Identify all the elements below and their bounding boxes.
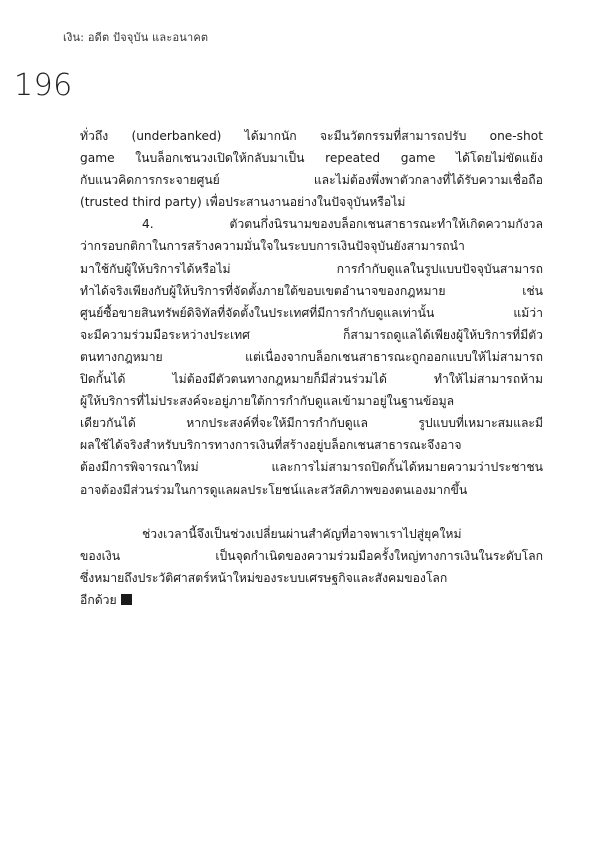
text-line: อาจต้องมีส่วนร่วมในการดูแลผลประโยชน์และสวัสดิภาพของตนเองมากขึ้น: [80, 482, 468, 497]
text-line: ตนทางกฎหมาย แต่เนื่องจากบล็อกเชนสาธารณะถูกออกแบบให้ไม่สามารถ: [80, 349, 543, 364]
text-line-last: [80, 589, 543, 611]
text-line: ของเงิน เป็นจุดกำเนิดของความร่วมมือครั้งใหญ่ทางการเงินในระดับโลก: [80, 548, 543, 563]
body-text: [80, 125, 543, 611]
text-line: มาใช้กับผู้ให้บริการได้หรือไม่ การกำกับดูแลในรูปแบบปัจจุบันสามารถ: [80, 261, 543, 276]
text-line: ผู้ให้บริการที่ไม่ประสงค์จะอยู่ภายใต้การกำกับดูแลเข้ามาอยู่ในฐานข้อมูล: [80, 394, 455, 409]
text-line: ศูนย์ซื้อขายสินทรัพย์ดิจิทัลที่จัดตั้งในประเทศที่มีการกำกับดูแลเท่านั้น แม้ว่า: [80, 305, 543, 320]
text-line: 4. ตัวตนกึ่งนิรนามของบล็อกเชนสาธารณะทำให้เกิดความกังวล: [142, 217, 543, 232]
text-line: ทั่วถึง (underbanked) ได้มากนัก จะมีนวัตกรรมที่สามารถปรับ one-shot: [80, 129, 543, 143]
text-line-content: อีกด้วย: [80, 592, 117, 607]
text-line: ว่ากรอบกติกาในการสร้างความมั่นใจในระบบการเงินปัจจุบันยังสามารถนำ: [80, 239, 465, 254]
text-line: จะมีความร่วมมือระหว่างประเทศ ก็สามารถดูแลได้เพียงผู้ให้บริการที่มีตัว: [80, 327, 543, 342]
text-line: ผลใช้ได้จริงสำหรับบริการทางการเงินที่สร้างอยู่บล็อกเชนสาธารณะจึงอาจ: [80, 438, 462, 453]
end-of-chapter-square-icon: [121, 594, 132, 605]
text-line: game ในบล็อกเชนวงเปิดให้กลับมาเป็น repeated game ได้โดยไม่ขัดแย้ง: [80, 151, 543, 166]
text-line: กับแนวคิดการกระจายศูนย์ และไม่ต้องพึ่งพาตัวกลางที่ได้รับความเชื่อถือ: [80, 173, 543, 188]
page-number: 196: [14, 68, 73, 103]
paragraph-gap: [80, 501, 543, 523]
text-line: ต้องมีการพิจารณาใหม่ และการไม่สามารถปิดกั้นได้หมายความว่าประชาชน: [80, 460, 543, 475]
text-line: เดียวกันได้ หากประสงค์ที่จะให้มีการกำกับดูแล รูปแบบที่เหมาะสมและมี: [80, 416, 543, 431]
text-line: ช่วงเวลานี้จึงเป็นช่วงเปลี่ยนผ่านสำคัญที่อาจพาเราไปสู่ยุคใหม่: [142, 526, 462, 541]
text-line: ทำได้จริงเพียงกับผู้ให้บริการที่จัดตั้งภายใต้ขอบเขตอำนาจของกฎหมาย เช่น: [80, 283, 543, 298]
text-line: (trusted third party) เพื่อประสานงานอย่างในปัจจุบันหรือไม่: [80, 195, 406, 210]
text-line: ปิดกั้นได้ ไม่ต้องมีตัวตนทางกฎหมายก็มีส่วนร่วมได้ ทำให้ไม่สามารถห้าม: [80, 372, 543, 387]
running-header: เงิน: อดีต ปัจจุบัน และอนาคต: [63, 31, 209, 44]
text-line: ซึ่งหมายถึงประวัติศาสตร์หน้าใหม่ของระบบเศรษฐกิจและสังคมของโลก: [80, 570, 448, 585]
